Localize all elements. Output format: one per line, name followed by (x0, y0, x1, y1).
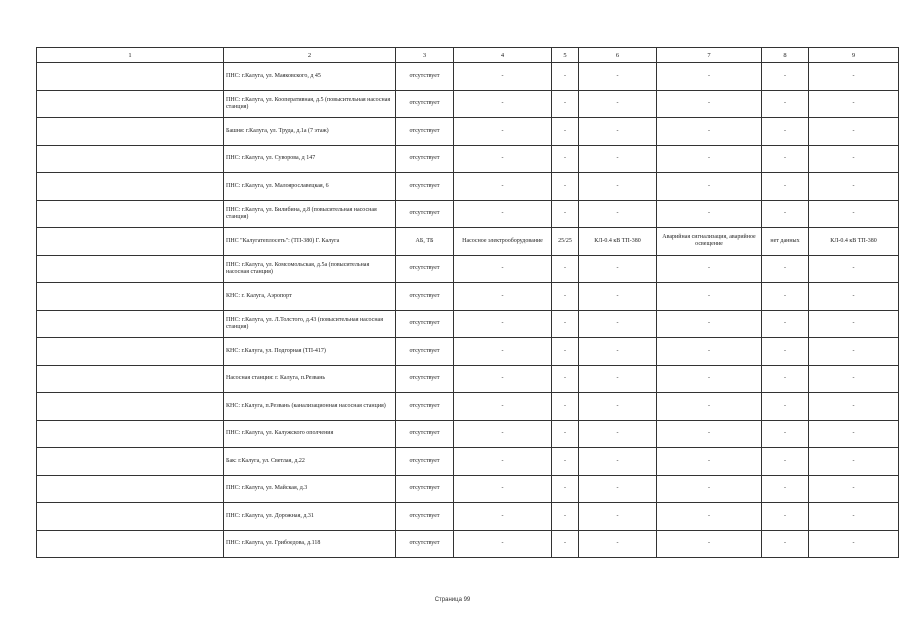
status-cell: отсутствует (396, 200, 454, 228)
object-cell: ПНС: г.Калуга, ул. Майская, д.3 (224, 475, 396, 503)
table-cell: - (454, 530, 552, 558)
table-cell: - (809, 475, 899, 503)
table-cell: - (454, 283, 552, 311)
table-cell (37, 200, 224, 228)
object-cell: ПНС: г.Калуга, ул. Калужского ополчения (224, 420, 396, 448)
status-cell: АБ, ТБ (396, 228, 454, 256)
table-cell: - (809, 283, 899, 311)
table-cell: - (579, 365, 657, 393)
table-cell: - (579, 118, 657, 146)
table-cell (37, 118, 224, 146)
table-cell (37, 503, 224, 531)
status-cell: отсутствует (396, 63, 454, 91)
table-cell: - (579, 310, 657, 338)
column-header: 7 (657, 48, 762, 63)
column-header: 3 (396, 48, 454, 63)
column-header: 6 (579, 48, 657, 63)
table-cell: - (657, 173, 762, 201)
table-cell: - (657, 90, 762, 118)
table-cell: - (454, 448, 552, 476)
table-cell: - (552, 310, 579, 338)
column-header: 1 (37, 48, 224, 63)
table-cell: - (552, 200, 579, 228)
table-cell: - (657, 338, 762, 366)
table-cell: - (454, 393, 552, 421)
table-cell: - (762, 90, 809, 118)
status-cell: отсутствует (396, 530, 454, 558)
table-cell: - (579, 200, 657, 228)
table-cell (37, 255, 224, 283)
object-cell: ПНС "Калугатеплосеть": (ТП-380) Г. Калуга (224, 228, 396, 256)
table-row (37, 173, 899, 201)
table-cell: - (579, 283, 657, 311)
table-cell: - (579, 63, 657, 91)
table-cell: - (552, 90, 579, 118)
object-cell: ПНС: г.Калуга, ул. Комсомольская, д.5а (повысительная насосная станция) (224, 255, 396, 283)
table-row (37, 448, 899, 476)
object-cell: ПНС: г.Калуга, ул. Малоярославецкая, 6 (224, 173, 396, 201)
table-cell: - (579, 530, 657, 558)
table-cell: - (454, 200, 552, 228)
table-cell: - (657, 310, 762, 338)
table-cell (37, 173, 224, 201)
object-cell: ПНС: г.Калуга, ул. Дорожная, д.31 (224, 503, 396, 531)
table-cell: - (552, 420, 579, 448)
table-row (37, 393, 899, 421)
status-cell: отсутствует (396, 145, 454, 173)
table-row (37, 420, 899, 448)
status-cell: отсутствует (396, 118, 454, 146)
table-cell: - (657, 503, 762, 531)
table-cell (37, 338, 224, 366)
table-cell: - (657, 420, 762, 448)
table-cell: - (762, 200, 809, 228)
table-cell: - (809, 338, 899, 366)
column-header: 5 (552, 48, 579, 63)
table-cell: - (657, 200, 762, 228)
table-cell: - (809, 90, 899, 118)
status-cell: отсутствует (396, 90, 454, 118)
table-cell: - (552, 173, 579, 201)
table-cell: - (809, 255, 899, 283)
table-cell: - (657, 530, 762, 558)
table-cell: - (454, 255, 552, 283)
object-cell: ПНС: г.Калуга, ул. Билибина, д.8 (повысительная насосная станция) (224, 200, 396, 228)
table-row (37, 310, 899, 338)
table-cell: - (579, 393, 657, 421)
table-cell: - (657, 448, 762, 476)
status-cell: отсутствует (396, 448, 454, 476)
table-cell: - (579, 448, 657, 476)
object-cell: ПНС: г.Калуга, ул. Л.Толстого, д.43 (повысительная насосная станция) (224, 310, 396, 338)
table-cell: - (809, 530, 899, 558)
table-cell: - (552, 63, 579, 91)
table-cell: - (454, 310, 552, 338)
table-row (37, 283, 899, 311)
table-cell: - (809, 310, 899, 338)
table-cell: - (579, 503, 657, 531)
table-cell: - (762, 118, 809, 146)
table-cell: - (762, 420, 809, 448)
table-cell: - (762, 448, 809, 476)
table-cell (37, 145, 224, 173)
table-cell: - (809, 173, 899, 201)
table-row (37, 90, 899, 118)
object-cell: КНС: г. Калуга, Аэропорт (224, 283, 396, 311)
table-cell: - (579, 145, 657, 173)
column-header: 4 (454, 48, 552, 63)
table-cell: - (762, 393, 809, 421)
table-cell: - (762, 310, 809, 338)
table-cell: - (454, 118, 552, 146)
table-cell: - (552, 448, 579, 476)
table-cell: - (552, 530, 579, 558)
table-cell: - (454, 173, 552, 201)
table-cell: - (454, 475, 552, 503)
table-cell: - (579, 338, 657, 366)
table-cell: Насосное электрооборудование (454, 228, 552, 256)
table-row (37, 475, 899, 503)
object-cell: КНС: г.Калуга, п.Резвань (канализационная насосная станция) (224, 393, 396, 421)
table-row (37, 228, 899, 256)
table-cell: - (762, 145, 809, 173)
column-header: 9 (809, 48, 899, 63)
table-cell: - (454, 90, 552, 118)
table-cell: - (657, 145, 762, 173)
table-row (37, 338, 899, 366)
status-cell: отсутствует (396, 310, 454, 338)
table-cell: - (454, 145, 552, 173)
status-cell: отсутствует (396, 365, 454, 393)
table-cell: - (579, 173, 657, 201)
table-cell: - (552, 338, 579, 366)
table-cell: КЛ-0.4 кВ ТП-380 (809, 228, 899, 256)
table-cell: - (579, 255, 657, 283)
table-cell: - (809, 145, 899, 173)
table-cell: - (762, 530, 809, 558)
equipment-table (36, 47, 899, 558)
table-cell: - (552, 503, 579, 531)
status-cell: отсутствует (396, 393, 454, 421)
table-cell: - (657, 283, 762, 311)
table-cell: - (552, 475, 579, 503)
table-cell: - (552, 145, 579, 173)
table-cell: - (809, 200, 899, 228)
object-cell: ПНС: г.Калуга, ул. Суворова, д 147 (224, 145, 396, 173)
table-cell: - (552, 283, 579, 311)
object-cell: Насосная станция: г. Калуга, п.Резвань (224, 365, 396, 393)
table-cell: - (579, 90, 657, 118)
table-cell: нет данных (762, 228, 809, 256)
table-cell: - (552, 393, 579, 421)
table-cell (37, 448, 224, 476)
table-cell: - (454, 338, 552, 366)
object-cell: Башня: г.Калуга, ул. Труда, д.1а (7 этаж) (224, 118, 396, 146)
table-cell: - (579, 420, 657, 448)
table-row (37, 503, 899, 531)
table-cell: - (809, 63, 899, 91)
table-cell: - (809, 365, 899, 393)
table-cell: - (762, 283, 809, 311)
table-cell: - (579, 475, 657, 503)
object-cell: Бак: г.Калуга, ул. Светлая, д.22 (224, 448, 396, 476)
table-cell: - (552, 365, 579, 393)
table-row (37, 255, 899, 283)
table-cell: - (657, 255, 762, 283)
table-row (37, 365, 899, 393)
table-cell: - (809, 118, 899, 146)
table-cell: - (454, 503, 552, 531)
table-cell: - (809, 448, 899, 476)
status-cell: отсутствует (396, 255, 454, 283)
table-cell: - (809, 503, 899, 531)
table-cell (37, 420, 224, 448)
table-cell (37, 228, 224, 256)
table-cell: - (809, 420, 899, 448)
status-cell: отсутствует (396, 338, 454, 366)
table-cell: - (762, 173, 809, 201)
table-cell: - (762, 338, 809, 366)
table-cell: - (657, 118, 762, 146)
table-cell (37, 530, 224, 558)
table-cell (37, 283, 224, 311)
page-number: Страница 99 (434, 597, 471, 603)
table-cell: - (762, 503, 809, 531)
status-cell: отсутствует (396, 283, 454, 311)
table-cell: - (657, 475, 762, 503)
table-cell: - (552, 255, 579, 283)
table-header-row (37, 48, 899, 63)
status-cell: отсутствует (396, 475, 454, 503)
status-cell: отсутствует (396, 173, 454, 201)
table-cell: - (809, 393, 899, 421)
table-cell: - (454, 420, 552, 448)
table-cell: - (454, 63, 552, 91)
table-row (37, 200, 899, 228)
table-cell (37, 475, 224, 503)
table-cell: Аварийная сигнализация, аварийное освещение (657, 228, 762, 256)
column-header: 8 (762, 48, 809, 63)
status-cell: отсутствует (396, 420, 454, 448)
table-cell: - (762, 63, 809, 91)
status-cell: отсутствует (396, 503, 454, 531)
table-cell: - (762, 365, 809, 393)
object-cell: ПНС: г.Калуга, ул. Маяковского, д 45 (224, 63, 396, 91)
table-row (37, 530, 899, 558)
table-cell: - (454, 365, 552, 393)
table-cell: - (552, 118, 579, 146)
table-cell: 25/25 (552, 228, 579, 256)
table-cell: - (762, 475, 809, 503)
table-cell: КЛ-0.4 кВ ТП-380 (579, 228, 657, 256)
table-cell (37, 63, 224, 91)
table-cell: - (762, 255, 809, 283)
object-cell: ПНС: г.Калуга, ул. Кооперативная, д.5 (повысительная насосная станция) (224, 90, 396, 118)
table-cell (37, 310, 224, 338)
column-header: 2 (224, 48, 396, 63)
table-cell: - (657, 63, 762, 91)
table-row (37, 63, 899, 91)
table-cell (37, 90, 224, 118)
table-cell (37, 393, 224, 421)
table-row (37, 145, 899, 173)
object-cell: ПНС: г.Калуга, ул. Грибоедова, д.118 (224, 530, 396, 558)
table-cell: - (657, 393, 762, 421)
table-row (37, 118, 899, 146)
object-cell: КНС: г.Калуга, ул. Подгорная (ТП-417) (224, 338, 396, 366)
table-cell (37, 365, 224, 393)
table-cell: - (657, 365, 762, 393)
